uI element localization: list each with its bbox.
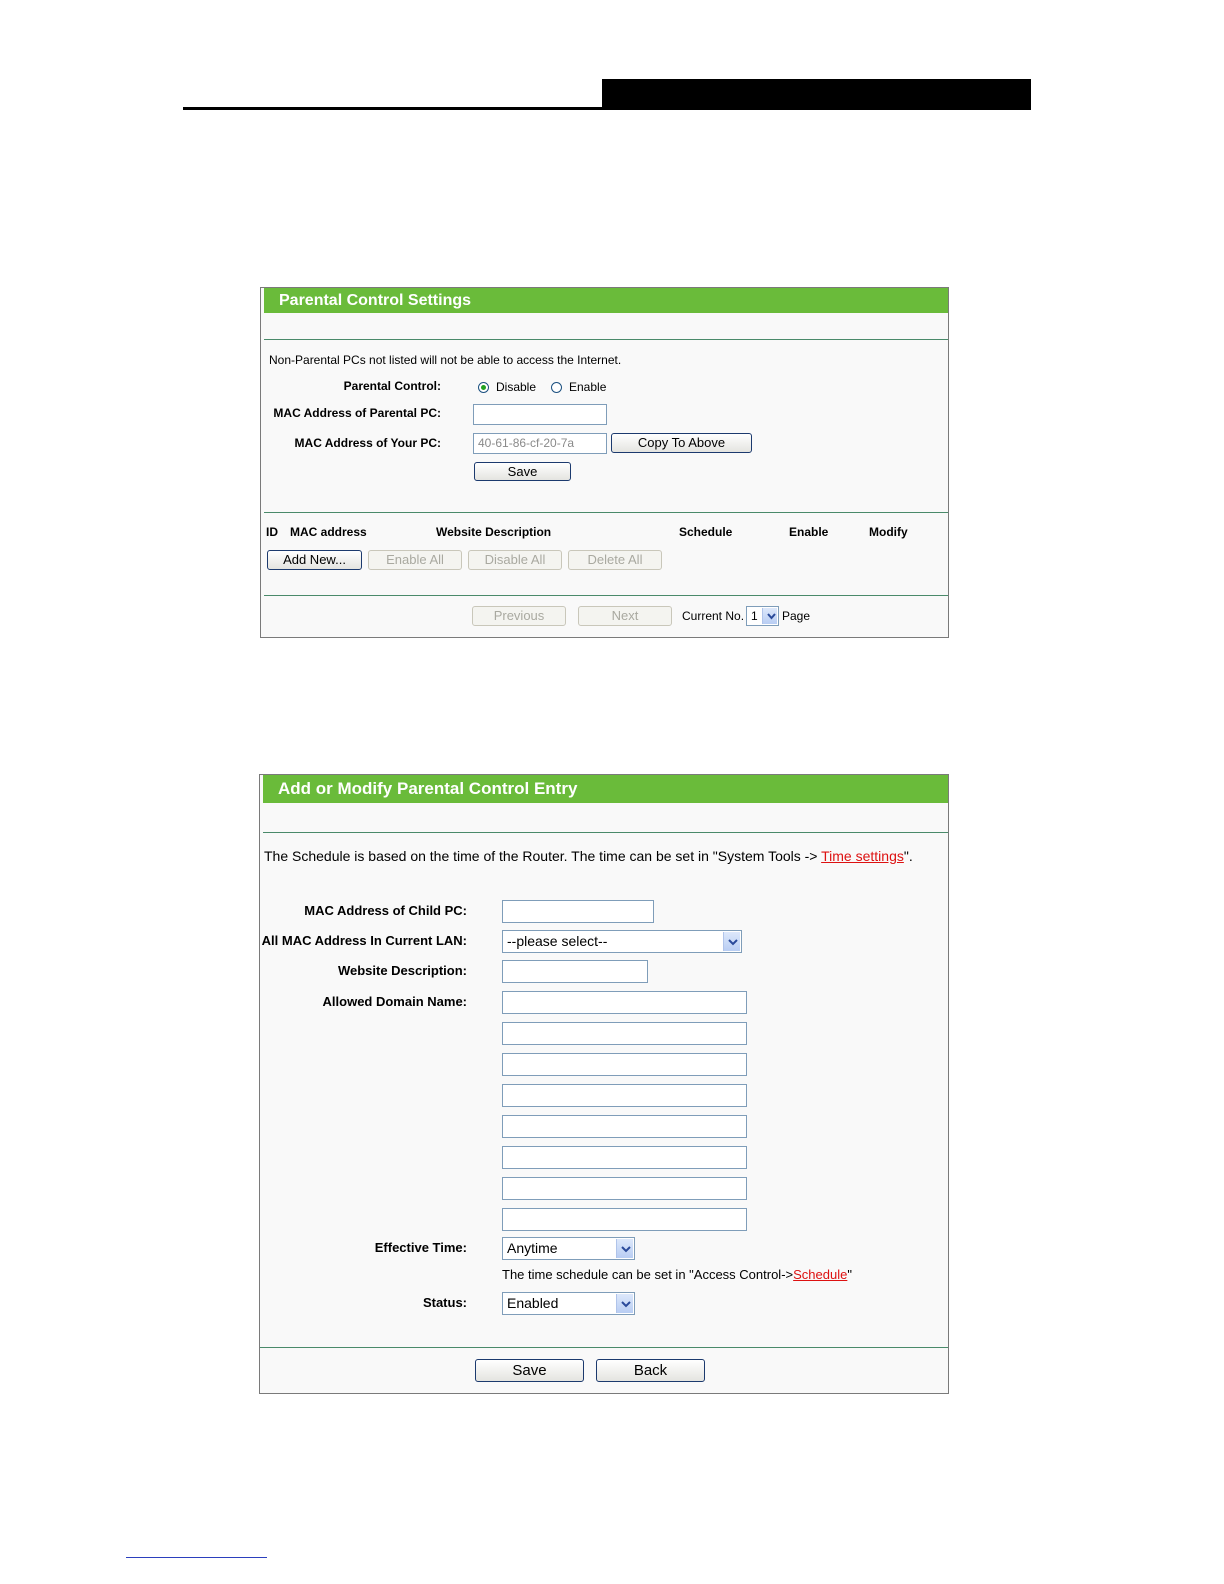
parental-control-settings-panel <box>260 287 949 638</box>
effective-time-select[interactable] <box>502 1237 635 1260</box>
domain-input-2[interactable] <box>502 1022 747 1045</box>
add-new-button[interactable]: Add New... <box>267 550 362 570</box>
all-mac-label: All MAC Address In Current LAN: <box>261 933 467 948</box>
col-mac: MAC address <box>290 525 367 539</box>
radio-enable-label: Enable <box>569 380 607 394</box>
all-mac-select[interactable] <box>502 930 742 953</box>
divider <box>260 1347 948 1348</box>
chevron-down-icon <box>762 608 777 624</box>
status-label: Status: <box>422 1295 467 1310</box>
radio-enable[interactable] <box>551 382 562 393</box>
schedule-note-suffix: " <box>847 1267 852 1282</box>
delete-all-button[interactable]: Delete All <box>568 550 662 570</box>
domain-input-4[interactable] <box>502 1084 747 1107</box>
mac-child-input[interactable] <box>502 900 654 923</box>
col-website-description: Website Description <box>436 525 552 539</box>
status-value: Enabled <box>507 1295 559 1311</box>
col-id: ID <box>266 525 278 539</box>
mac-child-label: MAC Address of Child PC: <box>304 903 467 918</box>
current-page-value: 1 <box>751 609 758 623</box>
mac-yours-label: MAC Address of Your PC: <box>294 436 441 450</box>
parental-control-label: Parental Control: <box>343 379 441 393</box>
chevron-down-icon <box>616 1239 633 1258</box>
mac-yours-input[interactable]: 40-61-86-cf-20-7a <box>473 433 607 454</box>
col-enable: Enable <box>789 525 829 539</box>
divider <box>264 339 948 340</box>
back-button[interactable]: Back <box>596 1359 705 1382</box>
status-select[interactable] <box>502 1292 635 1315</box>
page-label: Page <box>782 609 811 623</box>
effective-time-value: Anytime <box>507 1240 558 1256</box>
divider <box>264 512 948 513</box>
domain-input-7[interactable] <box>502 1177 747 1200</box>
domain-input-8[interactable] <box>502 1208 747 1231</box>
all-mac-value: --please select-- <box>507 933 608 949</box>
notice-prefix: The Schedule is based on the time of the Router. The time can be set in "System Tools -> <box>264 848 822 864</box>
copy-to-above-button[interactable]: Copy To Above <box>611 433 752 453</box>
website-description-label: Website Description: <box>337 963 467 978</box>
website-description-input[interactable] <box>502 960 648 983</box>
notice-suffix: ". <box>903 848 913 864</box>
domain-input-6[interactable] <box>502 1146 747 1169</box>
divider <box>263 832 948 833</box>
panel-title: Parental Control Settings <box>264 288 948 313</box>
current-no-label: Current No. <box>682 609 745 623</box>
mac-parental-label: MAC Address of Parental PC: <box>273 406 441 420</box>
col-schedule: Schedule <box>679 525 733 539</box>
add-modify-entry-panel <box>259 774 949 1394</box>
next-button[interactable]: Next <box>578 606 672 626</box>
notice-text: Non-Parental PCs not listed will not be able to access the Internet. <box>269 353 622 367</box>
domain-input-1[interactable] <box>502 991 747 1014</box>
domain-input-5[interactable] <box>502 1115 747 1138</box>
panel-title: Add or Modify Parental Control Entry <box>263 775 948 803</box>
radio-disable[interactable] <box>478 382 489 393</box>
divider <box>264 595 948 596</box>
mac-parental-input[interactable] <box>473 404 607 425</box>
header-rule <box>183 107 1031 110</box>
schedule-link[interactable]: Schedule <box>793 1267 848 1282</box>
schedule-note <box>502 1267 852 1282</box>
save-button[interactable]: Save <box>474 462 571 481</box>
current-page-select[interactable] <box>746 606 779 626</box>
disable-all-button[interactable]: Disable All <box>468 550 562 570</box>
previous-button[interactable]: Previous <box>472 606 566 626</box>
chevron-down-icon <box>616 1294 633 1313</box>
schedule-notice <box>264 848 913 864</box>
time-settings-link[interactable]: Time settings <box>821 848 904 864</box>
domain-input-3[interactable] <box>502 1053 747 1076</box>
header-bar <box>602 79 1031 110</box>
radio-disable-label: Disable <box>496 380 537 394</box>
col-modify: Modify <box>869 525 908 539</box>
save-button[interactable]: Save <box>475 1359 584 1382</box>
effective-time-label: Effective Time: <box>374 1240 467 1255</box>
enable-all-button[interactable]: Enable All <box>368 550 462 570</box>
chevron-down-icon <box>723 932 740 951</box>
footer-link-underline <box>126 1557 267 1558</box>
allowed-domain-label: Allowed Domain Name: <box>322 994 467 1009</box>
schedule-note-prefix: The time schedule can be set in "Access Control-> <box>502 1267 794 1282</box>
